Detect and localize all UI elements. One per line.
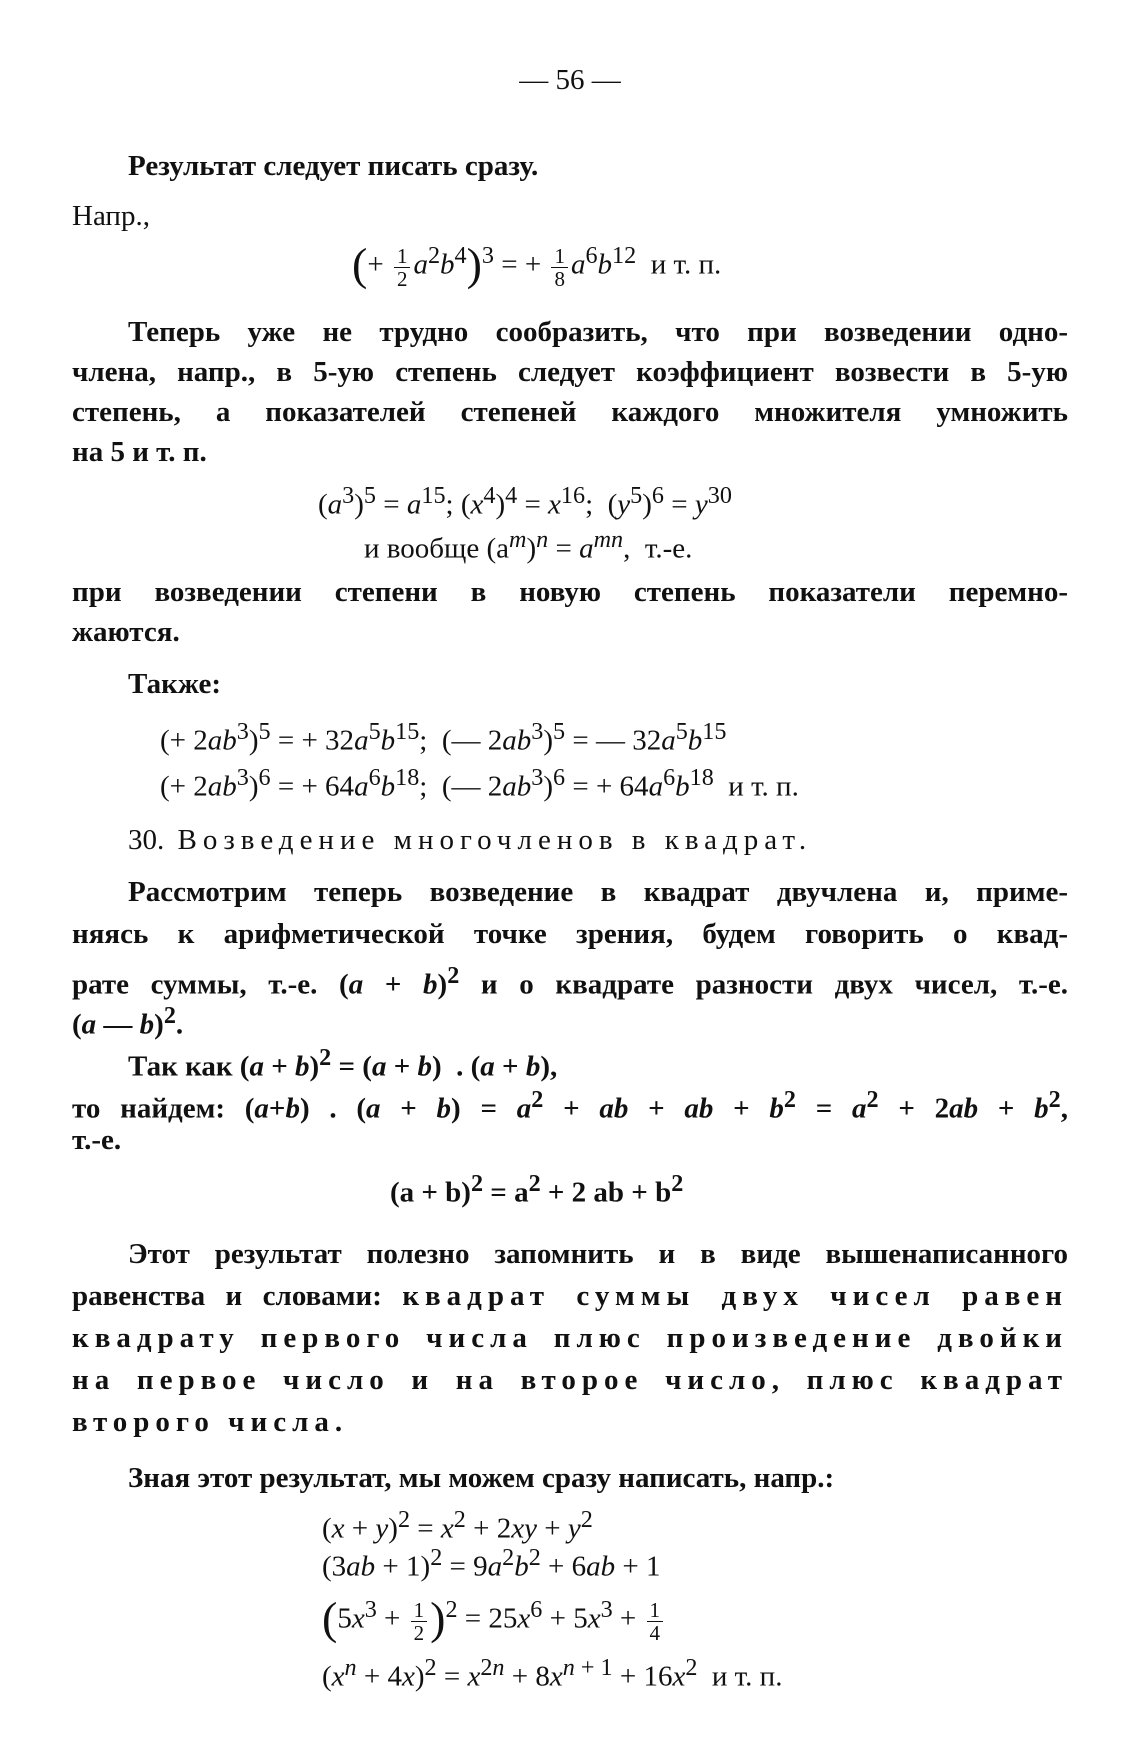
paragraph-line: Рассмотрим теперь возведение в квадрат двучлена и, приме- (128, 876, 1068, 908)
paragraph-line-with-formula: рате суммы, т.-е. $(a + b)^2$ и о квадрате разности двух чисел, т.-е. (72, 962, 1068, 1001)
paragraph-line: Напр., (72, 200, 150, 232)
section-number: 30. (128, 824, 165, 856)
paragraph-line: жаются. (72, 616, 180, 648)
section-heading (128, 820, 1068, 860)
paragraph-line: Также: (128, 668, 222, 700)
paragraph-line-spaced: второго числа. (72, 1406, 349, 1438)
formula-square-of-sum: $(a + b)^2 = a^2 + 2$ ab + $b^2$ (390, 1170, 684, 1209)
paragraph-line: няясь к арифметической точке зрения, будем говорить о квад- (72, 918, 1068, 950)
section-title: Возведение многочленов в квадрат. (177, 824, 813, 856)
paragraph-line-with-formula: Так как $(a + b)^2 = (a + b)$ . (a + b), (128, 1044, 558, 1083)
formula-fifth-power: (+ $2ab^3)^5$ = + $32a^5b^{15}$; (— $2ab^3)^5$ = — $32a^5b^{15}$ (160, 718, 727, 757)
formula-example-3: ($5x^3$ + $\frac{1}{2}$ )$^2 = 25x^6 + 5x^3$ + $\frac{1}{4}$ (322, 1590, 666, 1644)
formula-example-4: $(x^n + 4x)^2 = x^{2n} + 8x^{n + 1} + 16x^2$ и т. п. (322, 1654, 783, 1693)
formula-sixth-power: (+ $2ab^3)^6$ = + $64a^6b^{18}$; (— $2ab^3)^6$ = + $64a^6b^{18}$ и т. п. (160, 764, 799, 803)
book-page (72, 0, 1068, 1744)
formula-example-2: $(3ab + 1)^2 = 9a^2b^2 + 6ab + 1$ (322, 1544, 661, 1583)
page-number: — 56 — (519, 64, 621, 96)
paragraph-line-with-formula: (a — b)$^2$. (72, 1002, 184, 1041)
paragraph-line-with-formula: то найдем: (a+b) . $(a + b) = a^2$ + ab + ab + $b^2 = a^2 + 2ab + b^2$, (72, 1086, 1068, 1125)
paragraph-line: члена, напр., в 5-ую степень следует коэффициент возвести в 5-ую (72, 356, 1068, 388)
paragraph-line: на 5 и т. п. (72, 436, 207, 468)
paragraph-line: степень, а показателей степеней каждого множителя умножить (72, 396, 1068, 428)
paragraph-line: Зная этот результат, мы можем сразу написать, напр.: (128, 1462, 835, 1494)
paragraph-line: т.-е. (72, 1124, 122, 1156)
paragraph-line: Этот результат полезно запомнить и в виде вышенаписанного (128, 1238, 1068, 1270)
paragraph-line: Теперь уже не трудно сообразить, что при возведении одно- (128, 316, 1068, 348)
paragraph-line-spaced: квадрату первого числа плюс произведение двойки (72, 1322, 1068, 1354)
formula-general-power: и вообще $(a^m)^n = a^{mn}$, т.-е. (364, 526, 693, 565)
formula-example-1: $(x + y)^2 = x^2 + 2xy + y^2$ (322, 1506, 593, 1545)
paragraph-line: равенства и словами: квадрат суммы двух чисел равен (72, 1280, 1069, 1312)
paragraph-line-spaced: на первое число и на второе число, плюс квадрат (72, 1364, 1068, 1396)
paragraph-line: Результат следует писать сразу. (128, 150, 539, 182)
paragraph-line: при возведении степени в новую степень показатели перемно- (72, 576, 1068, 608)
formula-power-examples: $(a^3)^5 = a^{15}$; $(x^4)^4 = x^{16}$; $(y^5)^6 = y^{30}$ (318, 482, 732, 521)
formula-cube-monomial: (+ $\frac{1}{2}$ $a^2b^4)^3$ = + $\frac{1}{8}$ $a^6b^{12}$ и т. п. (352, 238, 722, 291)
